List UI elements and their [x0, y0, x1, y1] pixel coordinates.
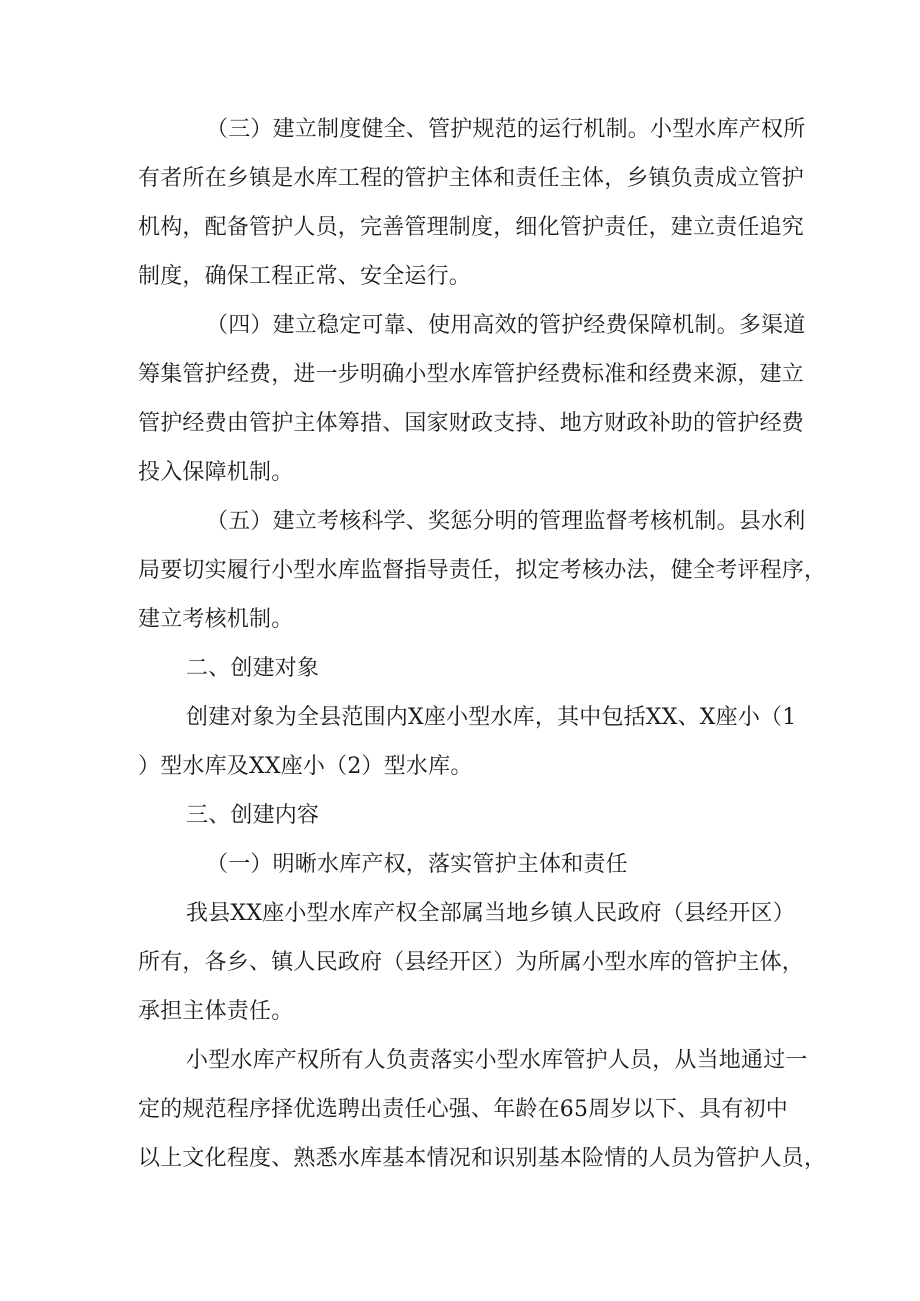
paragraph-4-line-3: 管护经费由管护主体筹措、国家财政支持、地方财政补助的管护经费 [138, 411, 805, 436]
section-heading-3: 三、创建内容 [186, 803, 320, 828]
objects-line-2: ）型水库及XX座小（2）型水库。 [138, 754, 473, 779]
paragraph-3-line-2: 有者所在乡镇是水库工程的管护主体和责任主体，乡镇负责成立管护 [138, 166, 805, 191]
ownership-line-3: 承担主体责任。 [138, 999, 294, 1024]
paragraph-3-line-1: （三）建立制度健全、管护规范的运行机制。小型水库产权所 [206, 117, 806, 142]
ownership-line-1: 我县XX座小型水库产权全部属当地乡镇人民政府（县经开区） [186, 901, 795, 926]
subsection-heading-1: （一）明晰水库产权，落实管护主体和责任 [206, 852, 628, 877]
staffing-line-1: 小型水库产权所有人负责落实小型水库管护人员，从当地通过一 [186, 1048, 808, 1073]
paragraph-4-line-4: 投入保障机制。 [138, 460, 294, 485]
paragraph-3-line-4: 制度，确保工程正常、安全运行。 [138, 264, 472, 289]
section-heading-2: 二、创建对象 [186, 656, 320, 681]
paragraph-4-line-2: 筹集管护经费，进一步明确小型水库管护经费标准和经费来源，建立 [138, 362, 805, 387]
paragraph-4-line-1: （四）建立稳定可靠、使用高效的管护经费保障机制。多渠道 [206, 313, 806, 338]
staffing-line-3: 以上文化程度、熟悉水库基本情况和识别基本险情的人员为管护人员， [138, 1146, 827, 1171]
staffing-line-2: 定的规范程序择优选聘出责任心强、年龄在65周岁以下、具有初中 [138, 1097, 788, 1122]
ownership-line-2: 所有，各乡、镇人民政府（县经开区）为所属小型水库的管护主体， [138, 950, 805, 975]
paragraph-5-line-2: 局要切实履行小型水库监督指导责任，拟定考核办法，健全考评程序， [138, 558, 827, 583]
paragraph-3-line-3: 机构，配备管护人员，完善管理制度，细化管护责任，建立责任追究 [138, 215, 805, 240]
objects-line-1: 创建对象为全县范围内X座小型水库，其中包括XX、X座小（1 [186, 705, 797, 730]
paragraph-5-line-1: （五）建立考核科学、奖惩分明的管理监督考核机制。县水利 [206, 509, 806, 534]
paragraph-5-line-3: 建立考核机制。 [138, 607, 294, 632]
